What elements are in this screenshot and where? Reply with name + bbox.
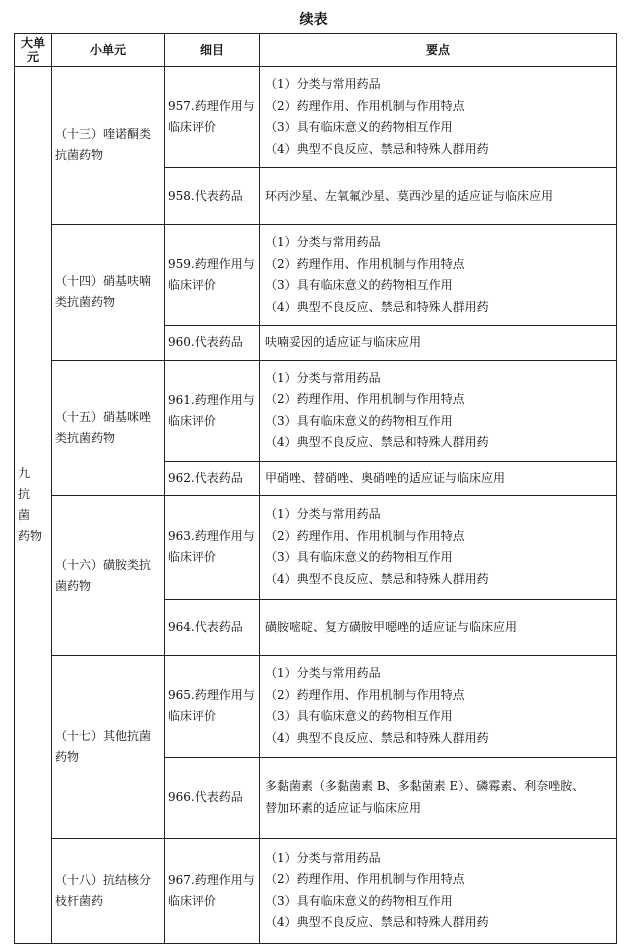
item-cell: 961.药理作用与临床评价 [165, 360, 260, 461]
point-line: （1）分类与常用药品 [265, 507, 381, 522]
point-line: 环丙沙星、左氧氟沙星、莫西沙星的适应证与临床应用 [265, 188, 554, 203]
item-cell: 966.代表药品 [165, 757, 260, 838]
sub-unit-cell: （十六）磺胺类抗菌药物 [52, 496, 165, 656]
points-cell [260, 326, 617, 360]
point-line: （3）具有临床意义的药物相互作用 [265, 120, 453, 135]
sub-unit-cell: （十三）喹诺酮类抗菌药物 [52, 67, 165, 225]
point-line: 磺胺嘧啶、复方磺胺甲噁唑的适应证与临床应用 [265, 619, 518, 634]
point-line: （2）药理作用、作用机制与作用特点 [265, 256, 465, 271]
sub-unit-cell: （十四）硝基呋喃类抗菌药物 [52, 224, 165, 360]
points-cell [260, 360, 617, 461]
point-line: （2）药理作用、作用机制与作用特点 [265, 392, 465, 407]
points-cell [260, 599, 617, 656]
point-line: （3）具有临床意义的药物相互作用 [265, 709, 453, 724]
points-cell [260, 168, 617, 225]
point-line: （4）典型不良反应、禁忌和特殊人群用药 [265, 731, 489, 746]
points-cell [260, 224, 617, 325]
point-line: 替加环素的适应证与临床应用 [265, 800, 422, 815]
point-line: （4）典型不良反应、禁忌和特殊人群用药 [265, 915, 489, 930]
point-line: （1）分类与常用药品 [265, 370, 381, 385]
point-line: 多黏菌素（多黏菌素 B、多黏菌素 E）、磷霉素、利奈唑胺、 [265, 779, 585, 793]
points-cell [260, 838, 617, 943]
header-sub-unit: 小单元 [52, 34, 165, 67]
item-cell: 967.药理作用与临床评价 [165, 838, 260, 943]
point-line: （1）分类与常用药品 [265, 666, 381, 681]
item-cell: 959.药理作用与临床评价 [165, 224, 260, 325]
point-line: （1）分类与常用药品 [265, 850, 381, 865]
table-row [15, 360, 617, 461]
sub-unit-cell: （十七）其他抗菌药物 [52, 656, 165, 838]
point-line: （2）药理作用、作用机制与作用特点 [265, 98, 465, 113]
table-row [15, 224, 617, 325]
item-cell: 957.药理作用与临床评价 [165, 67, 260, 168]
point-line: （1）分类与常用药品 [265, 76, 381, 91]
point-line: （3）具有临床意义的药物相互作用 [265, 550, 453, 565]
header-item: 细目 [165, 34, 260, 67]
point-line: （4）典型不良反应、禁忌和特殊人群用药 [265, 572, 489, 587]
point-line: 呋喃妥因的适应证与临床应用 [265, 335, 422, 350]
points-cell [260, 67, 617, 168]
table-body [15, 67, 617, 944]
header-points: 要点 [260, 34, 617, 67]
point-line: （3）具有临床意义的药物相互作用 [265, 413, 453, 428]
points-cell [260, 656, 617, 757]
point-line: （2）药理作用、作用机制与作用特点 [265, 872, 465, 887]
item-cell: 958.代表药品 [165, 168, 260, 225]
item-cell: 960.代表药品 [165, 326, 260, 360]
points-cell [260, 496, 617, 599]
point-line: （2）药理作用、作用机制与作用特点 [265, 687, 465, 702]
point-line: （4）典型不良反应、禁忌和特殊人群用药 [265, 299, 489, 314]
item-cell: 964.代表药品 [165, 599, 260, 656]
big-unit-cell: 九 抗 菌 药物 [15, 67, 52, 944]
sub-unit-cell: （十五）硝基咪唑类抗菌药物 [52, 360, 165, 496]
point-line: （4）典型不良反应、禁忌和特殊人群用药 [265, 435, 489, 450]
header-big-unit: 大单元 [15, 34, 52, 67]
item-cell: 962.代表药品 [165, 461, 260, 495]
table-row [15, 838, 617, 943]
item-cell: 965.药理作用与临床评价 [165, 656, 260, 757]
item-cell: 963.药理作用与临床评价 [165, 496, 260, 599]
point-line: （1）分类与常用药品 [265, 234, 381, 249]
point-line: （2）药理作用、作用机制与作用特点 [265, 528, 465, 543]
point-line: 甲硝唑、替硝唑、奥硝唑的适应证与临床应用 [265, 471, 506, 486]
table-row [15, 656, 617, 757]
point-line: （3）具有临床意义的药物相互作用 [265, 893, 453, 908]
syllabus-table [14, 33, 617, 944]
header-row [15, 34, 617, 67]
table-title: 续表 [299, 12, 328, 28]
sub-unit-cell: （十八）抗结核分枝杆菌药 [52, 838, 165, 943]
points-cell [260, 757, 617, 838]
table-row [15, 496, 617, 599]
point-line: （4）典型不良反应、禁忌和特殊人群用药 [265, 141, 489, 156]
table-row [15, 67, 617, 168]
point-line: （3）具有临床意义的药物相互作用 [265, 278, 453, 293]
points-cell [260, 461, 617, 495]
